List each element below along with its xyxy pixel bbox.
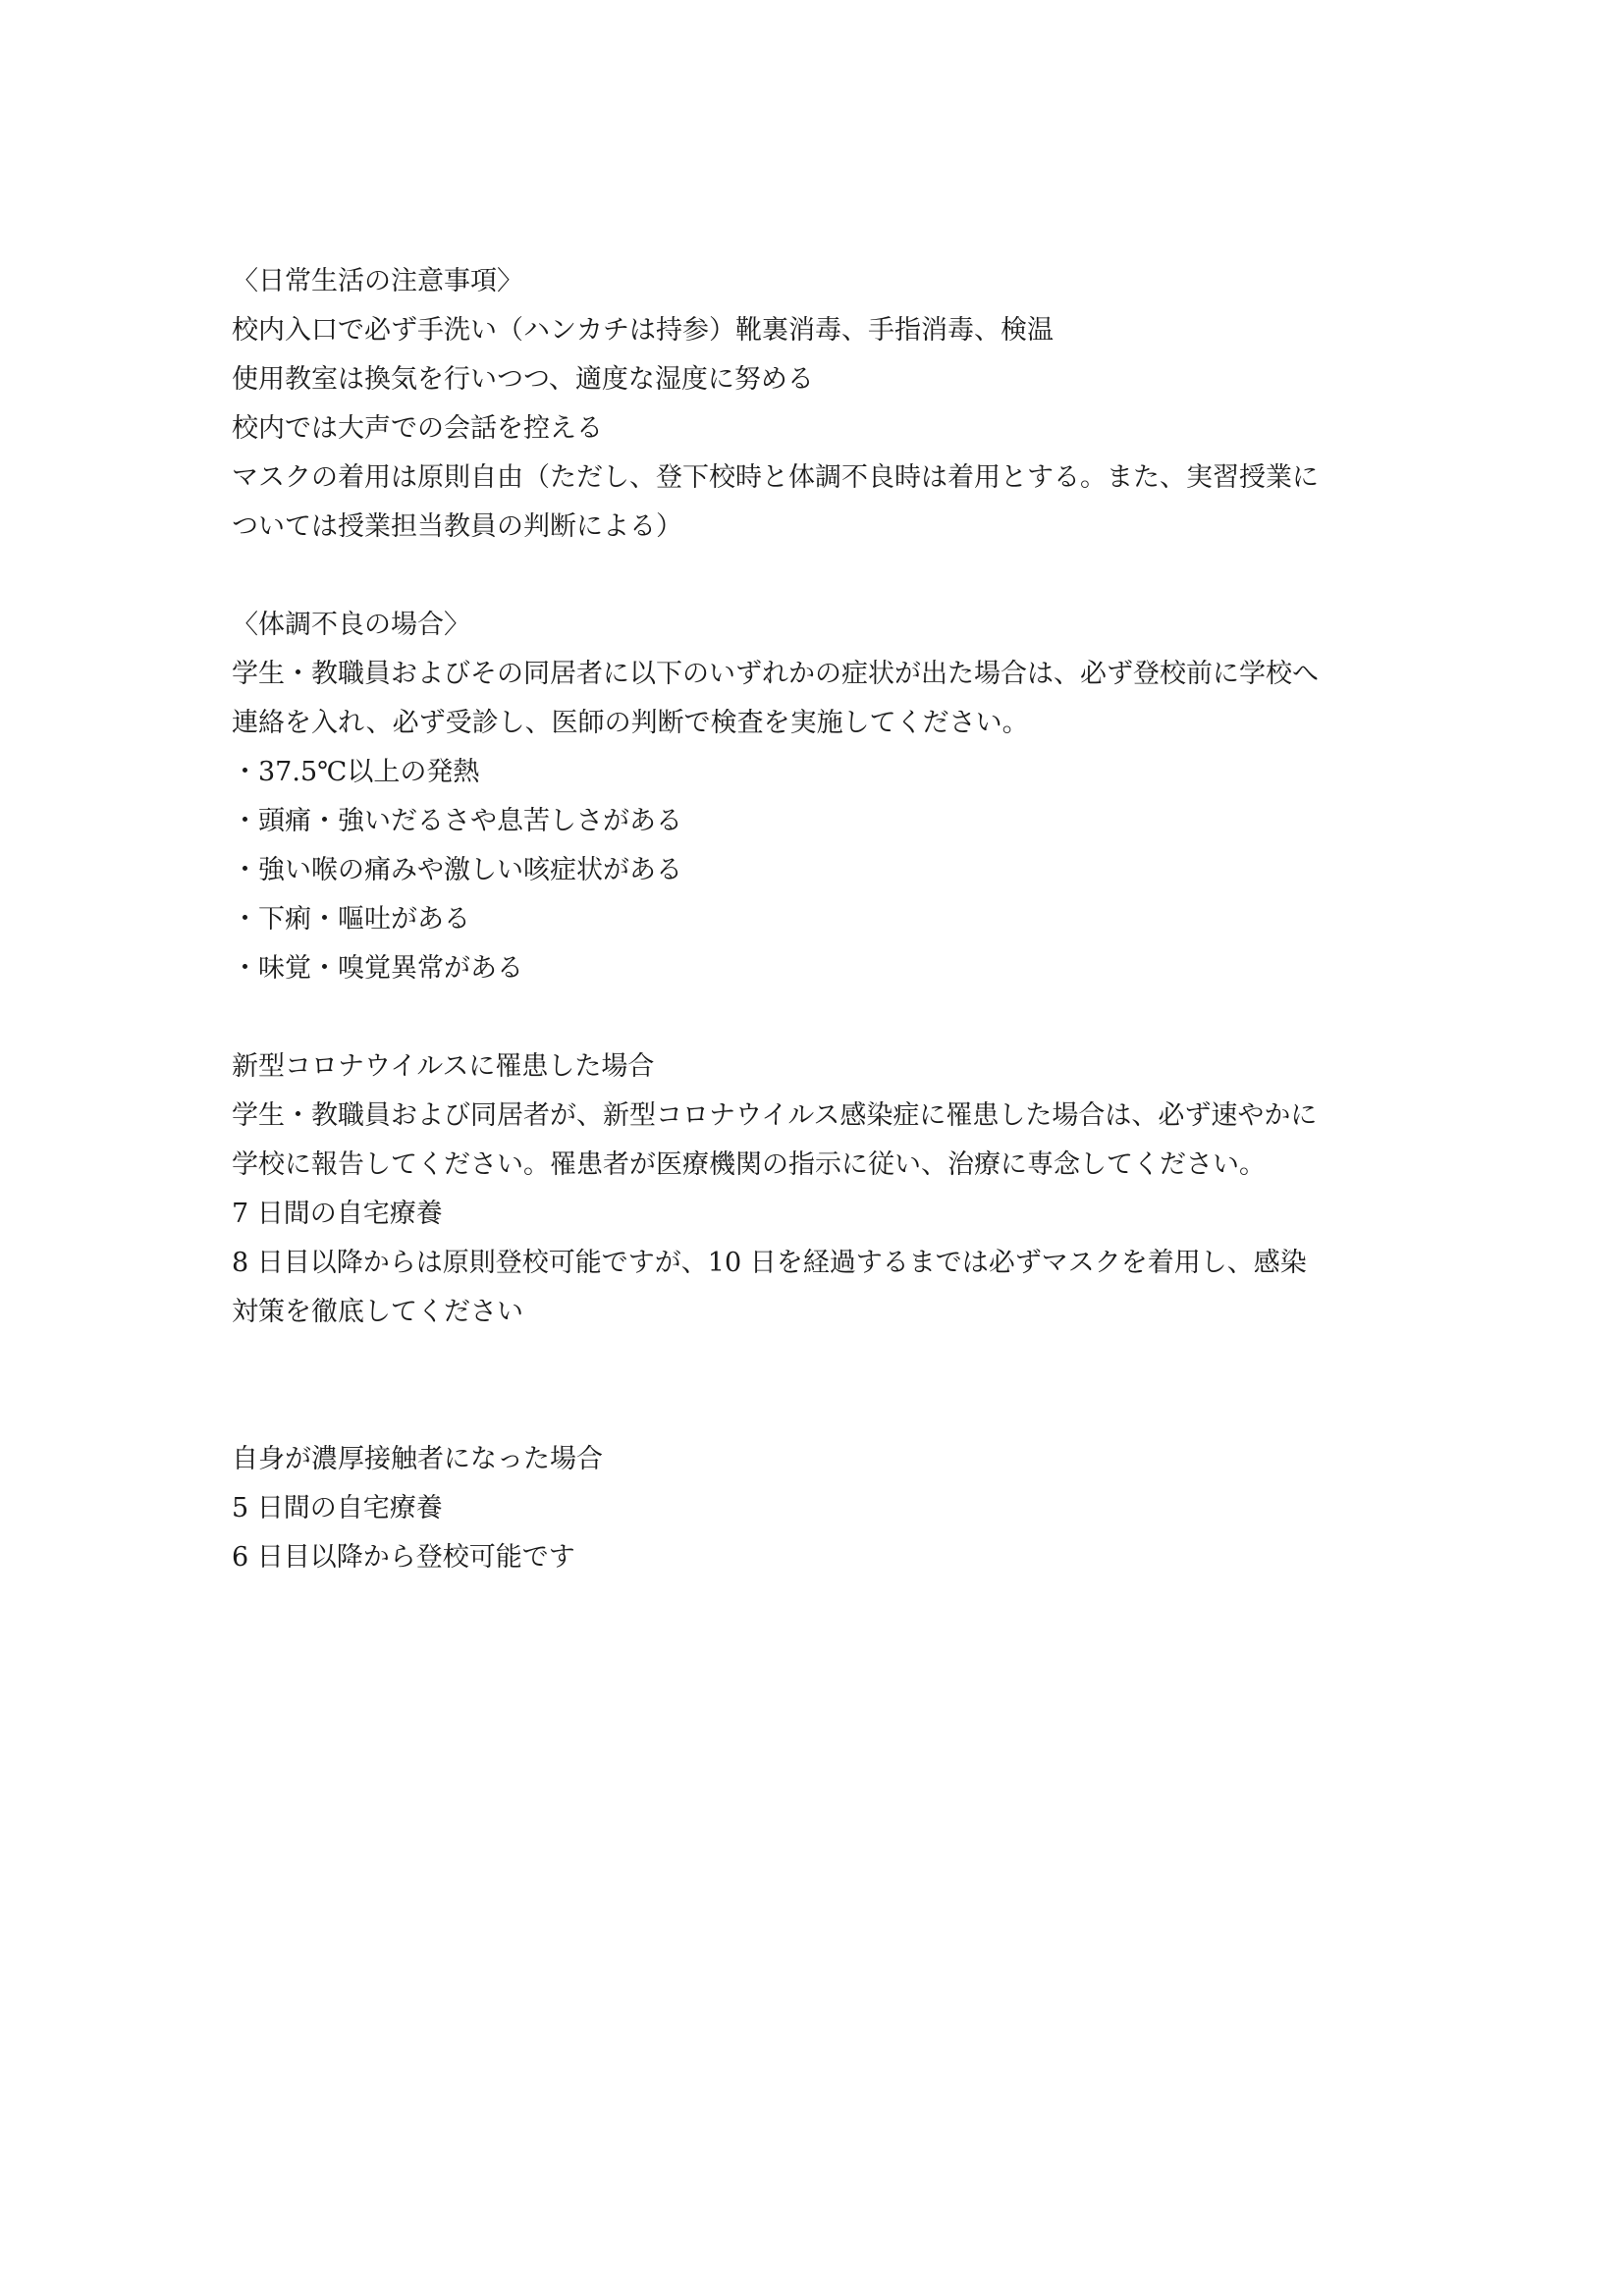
infected-line: 8 日目以降からは原則登校可能ですが、10 日を経過するまでは必ずマスクを着用し、感染 bbox=[232, 1248, 1307, 1278]
infected-section bbox=[232, 1042, 1410, 1337]
close-contact-heading: 自身が濃厚接触者になった場合 bbox=[232, 1444, 603, 1474]
unwell-line: 連絡を入れ、必ず受診し、医師の判断で検査を実施してください。 bbox=[232, 708, 1029, 738]
unwell-section bbox=[232, 601, 1410, 993]
symptom-item: ・37.5℃以上の発熱 bbox=[232, 757, 480, 787]
daily-notes-line: マスクの着用は原則自由（ただし、登下校時と体調不良時は着用とする。また、実習授業に bbox=[232, 462, 1319, 493]
daily-notes-line: ついては授業担当教員の判断による） bbox=[232, 511, 682, 542]
section-spacer bbox=[232, 552, 1410, 601]
daily-notes-section bbox=[232, 257, 1410, 552]
section-spacer bbox=[232, 1337, 1410, 1435]
infected-heading: 新型コロナウイルスに罹患した場合 bbox=[232, 1051, 655, 1082]
infected-line: 学校に報告してください。罹患者が医療機関の指示に従い、治療に専念してください。 bbox=[232, 1149, 1266, 1180]
daily-notes-heading: 〈日常生活の注意事項〉 bbox=[232, 266, 523, 296]
section-spacer bbox=[232, 993, 1410, 1042]
symptom-item: ・頭痛・強いだるさや息苦しさがある bbox=[232, 806, 682, 836]
close-contact-line: 5 日間の自宅療養 bbox=[232, 1493, 443, 1523]
close-contact-line: 6 日目以降から登校可能です bbox=[232, 1542, 575, 1573]
close-contact-section bbox=[232, 1435, 1410, 1582]
infected-line: 対策を徹底してください bbox=[232, 1297, 523, 1327]
daily-notes-line: 校内入口で必ず手洗い（ハンカチは持参）靴裏消毒、手指消毒、検温 bbox=[232, 315, 1054, 346]
symptom-item: ・味覚・嗅覚異常がある bbox=[232, 953, 523, 984]
unwell-line: 学生・教職員およびその同居者に以下のいずれかの症状が出た場合は、必ず登校前に学校へ bbox=[232, 659, 1319, 689]
infected-line: 7 日間の自宅療養 bbox=[232, 1199, 443, 1229]
document-body bbox=[232, 257, 1410, 1582]
symptom-item: ・下痢・嘔吐がある bbox=[232, 904, 470, 934]
symptom-item: ・強い喉の痛みや激しい咳症状がある bbox=[232, 855, 682, 885]
unwell-heading: 〈体調不良の場合〉 bbox=[232, 610, 470, 640]
daily-notes-line: 校内では大声での会話を控える bbox=[232, 413, 603, 444]
infected-line: 学生・教職員および同居者が、新型コロナウイルス感染症に罹患した場合は、必ず速やかに bbox=[232, 1100, 1318, 1131]
daily-notes-line: 使用教室は換気を行いつつ、適度な湿度に努める bbox=[232, 364, 814, 395]
